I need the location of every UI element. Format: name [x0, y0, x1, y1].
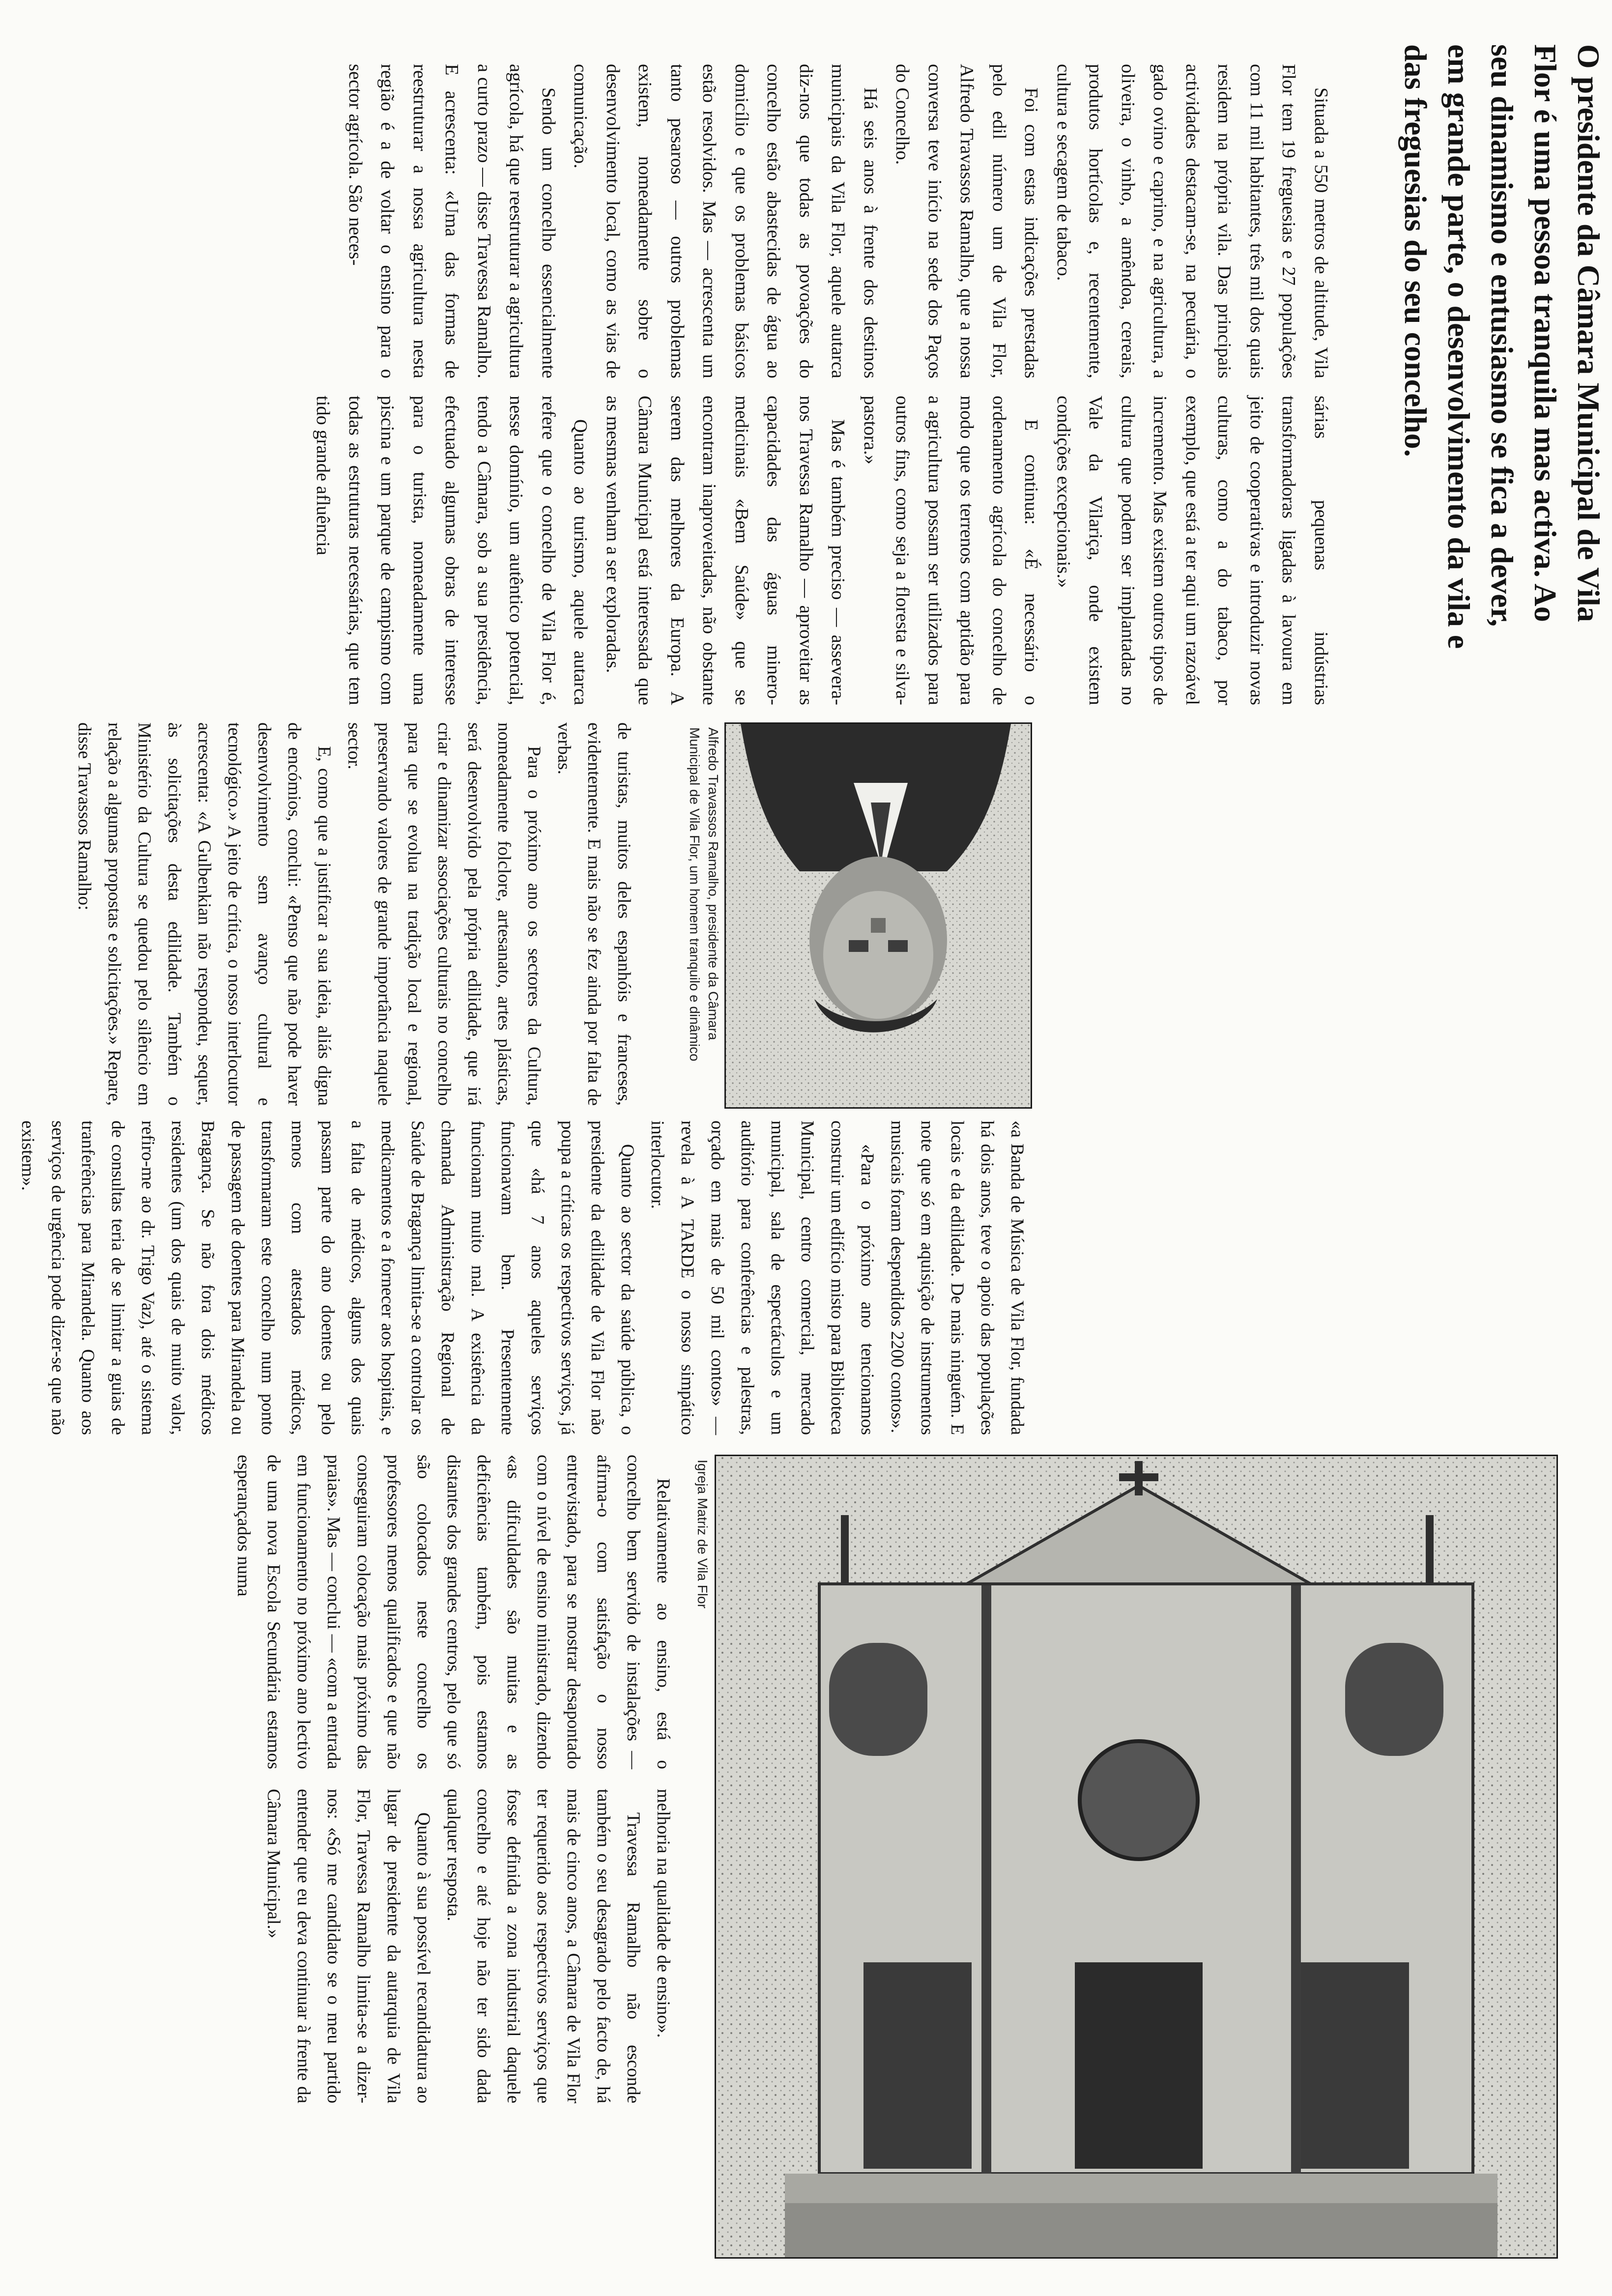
article-column-4: [18, 1120, 1032, 1435]
paragraph: Mas é também preciso — assevera-nos Travessa Ramalho — aproveitar as capacidades das águas minero-medicinais «Bem Saúde» que se encontram inaproveitadas, não obstante serem das melhores da Europa. A Câmara Municipal está interessada que as mesmas venham a ser exploradas.: [603, 396, 849, 705]
church-image: [716, 1456, 1556, 2257]
paragraph: Situada a 550 metros de altitude, Vila Flor tem 19 freguesias e 27 populações com 11 mil habitantes, três mil dos quais residem na própria vila. Das principais actividades destacam-se, na pecuária, o gado ovino e caprino, e na agricultura, a oliveira, o vinho, a amêndoa, cereais, produtos hortícolas e, recentemente, cultura e secagem de tabaco.: [1053, 64, 1331, 378]
headline-line: Flor é uma pessoa tranquila mas activa. Ao: [1528, 44, 1563, 622]
paragraph: «Para o próximo ano tencionamos construir um edifício misto para Biblioteca Municipal, centro comercial, mercado municipal, sala de espectáculos e um auditório para conferências e palestras, orçado em mais de 50 mil contos» — revela à A TARDE o nosso simpático interlocutor.: [647, 1120, 877, 1435]
paragraph: melhoria na qualidade de ensino».: [653, 1789, 673, 2038]
headline: [1394, 44, 1610, 693]
article-column-5: [29, 1455, 678, 1769]
portrait-photo: [724, 722, 1032, 1109]
paragraph: Sendo um concelho essencialmente agrícola, há que reestruturar a agricultura a curto prazo — disse Travessa Ramalho. E acrescenta: «Uma das formas de reestruturar a nossa agricultura nesta região é a de voltar o ensino para o sector agrícola. São neces-: [345, 64, 559, 378]
paragraph: Relativamente ao ensino, está o concelho bem servido de instalações — afirma-o com satisfação o nosso entrevistado, para se mostrar desapontado com o nível de ensino ministrado, dizendo «as dificuldades são muitas e as deficiências também, pois estamos distantes dos grandes centros, pelo que só são colocados neste concelho os professores menos qualificados e que não conseguiram colocação mais próximo das praias». Mas — conclui — «com a entrada em funcionamento no próximo ano lectivo de uma nova Escola Secundária estamos esperançados numa: [233, 1455, 673, 1769]
headline-line: seu dinamismo e entusiasmo se fica a dever,: [1485, 44, 1520, 627]
paragraph: Quanto ao sector da saúde pública, o presidente da edilidade de Vila Flor não poupa a críticas os respectivos serviços, já que «há 7 anos aqueles serviços funcionavam bem. Presentemente funcionam muito mal. A existência da chamada Administração Regional de Saúde de Bragança limita-se a controlar os medicamentos e a fornecer aos hospitais, e a falta de médicos, alguns dos quais passam parte do ano doentes ou pelo menos com atestados médicos, transformaram este concelho num ponto de passagem de doentes para Mirandela ou Bragança. Se não fora dois médicos residentes (um dos quais de muito valor, refiro-me ao dr. Trigo Vaz), até o sistema de consultas teria de se limitar a guias de tranferências para Mirandela. Quanto aos serviços de urgência pode dizer-se que não existem».: [18, 1120, 637, 1435]
paragraph: de turistas, muitos deles espanhóis e franceses, evidentemente. E mais não se fez ainda por falta de verbas.: [554, 722, 634, 1106]
headline-line: em grande parte, o desenvolvimento da vila e: [1441, 44, 1476, 649]
paragraph: Quanto ao turismo, aquele autarca refere que o concelho de Vila Flor é, nesse domínio, um autêntico potencial, tendo a Câmara, sob a sua presidência, efectuado algumas obras de interesse para o turista, nomeadamente uma piscina e um parque de campismo com todas as estruturas necessárias, que tem tido grande afluência: [313, 396, 591, 705]
paragraph: E, como que a justificar a sua ideia, aliás digna de encómios, conclui: «Penso que não pode haver desenvolvimento sem avanço cultural e tecnológico.» A jeito de crítica, o nosso interlocutor acrescenta: «A Gulbenkian não respondeu, sequer, às solicitações desta edilidade. Também o Ministério da Cultura se quedou pelo silêncio em relação a algumas propostas e solicitações.» Repare, disse Travassos Ramalho:: [74, 722, 334, 1106]
church-photo: [715, 1455, 1558, 2259]
paragraph: Há seis anos à frente dos destinos municipais da Vila Flor, aquele autarca diz-nos que todas as povoações do concelho estão abastecidas de água ao domicílio e que os problemas básicos estão resolvidos. Mas — acrescenta um tanto pesaroso — outros problemas existem, nomeadamente sobre o desenvolvimento local, como as vias de comunicação.: [570, 64, 881, 378]
portrait-caption: Alfredo Travassos Ramalho, presidente da Câmara Municipal de Vila Flor, um homem tranquilo e dinâmico: [687, 727, 721, 1062]
paragraph: E continua: «É necessário o ordenamento agrícola do concelho de modo que os terrenos com aptidão para a agricultura possam ser utilizados para outros fins, como seja a floresta e silva-pastora.»: [860, 396, 1042, 705]
paragraph: sárias pequenas indústrias transformadoras ligadas à lavoura em jeito de cooperativas e introduzir novas culturas, como a do tabaco, por exemplo, que está a ter aqui um razoável incremento. Mas existem outros tipos de cultura que podem ser implantadas no Vale da Vilariça, onde existem condições excepcionais.»: [1053, 396, 1331, 705]
paragraph: Travessa Ramalho não esconde também o seu desagrado pelo facto de, há mais de cinco anos, a Câmara de Vila Flor ter requerido aos respectivos serviços que fosse definida a zona industrial daquele concelho e até hoje não ter sido dada qualquer resposta.: [443, 1789, 643, 2103]
headline-line: O presidente da Câmara Municipal de Vila: [1571, 44, 1606, 622]
article-column-1: [29, 64, 1337, 378]
paragraph: «a Banda de Música de Vila Flor, fundada há dois anos, teve o apoio das populações locais e da edilidade. De mais ninguém. E note que só em aquisição de instrumentos musicais foram despendidos 2200 contos».: [887, 1120, 1027, 1435]
paragraph: Para o próximo ano os sectores da Cultura, nomeadamente folclore, artesanato, artes plásticas, será desenvolvido pela própria edilidade, que irá criar e dinamizar associações culturais no concelho para que se evolua na tradição local e regional, preservando valores de grande importância naquele sector.: [344, 722, 544, 1106]
church-caption: Igreja Matriz de Vila Flor: [695, 1460, 710, 1608]
paragraph: Quanto à sua possível recandidatura ao lugar de presidente da autarquia de Vila Flor, Travessa Ramalho limita-se a dizer-nos: «Só me candidato se o meu partido entender que eu deva continuar à frente da Câmara Municipal.»: [263, 1789, 433, 2103]
article-column-3: [34, 722, 639, 1106]
article-column-6: [29, 1789, 678, 2103]
paragraph: Foi com estas indicações prestadas pelo edil número um de Vila Flor, Alfredo Travassos Ramalho, que a nossa conversa teve início na sede dos Paços do Concelho.: [892, 64, 1042, 378]
headline-line: das freguesias do seu concelho.: [1398, 44, 1433, 457]
article-column-2: [29, 396, 1337, 705]
portrait-image: [726, 724, 1031, 1107]
